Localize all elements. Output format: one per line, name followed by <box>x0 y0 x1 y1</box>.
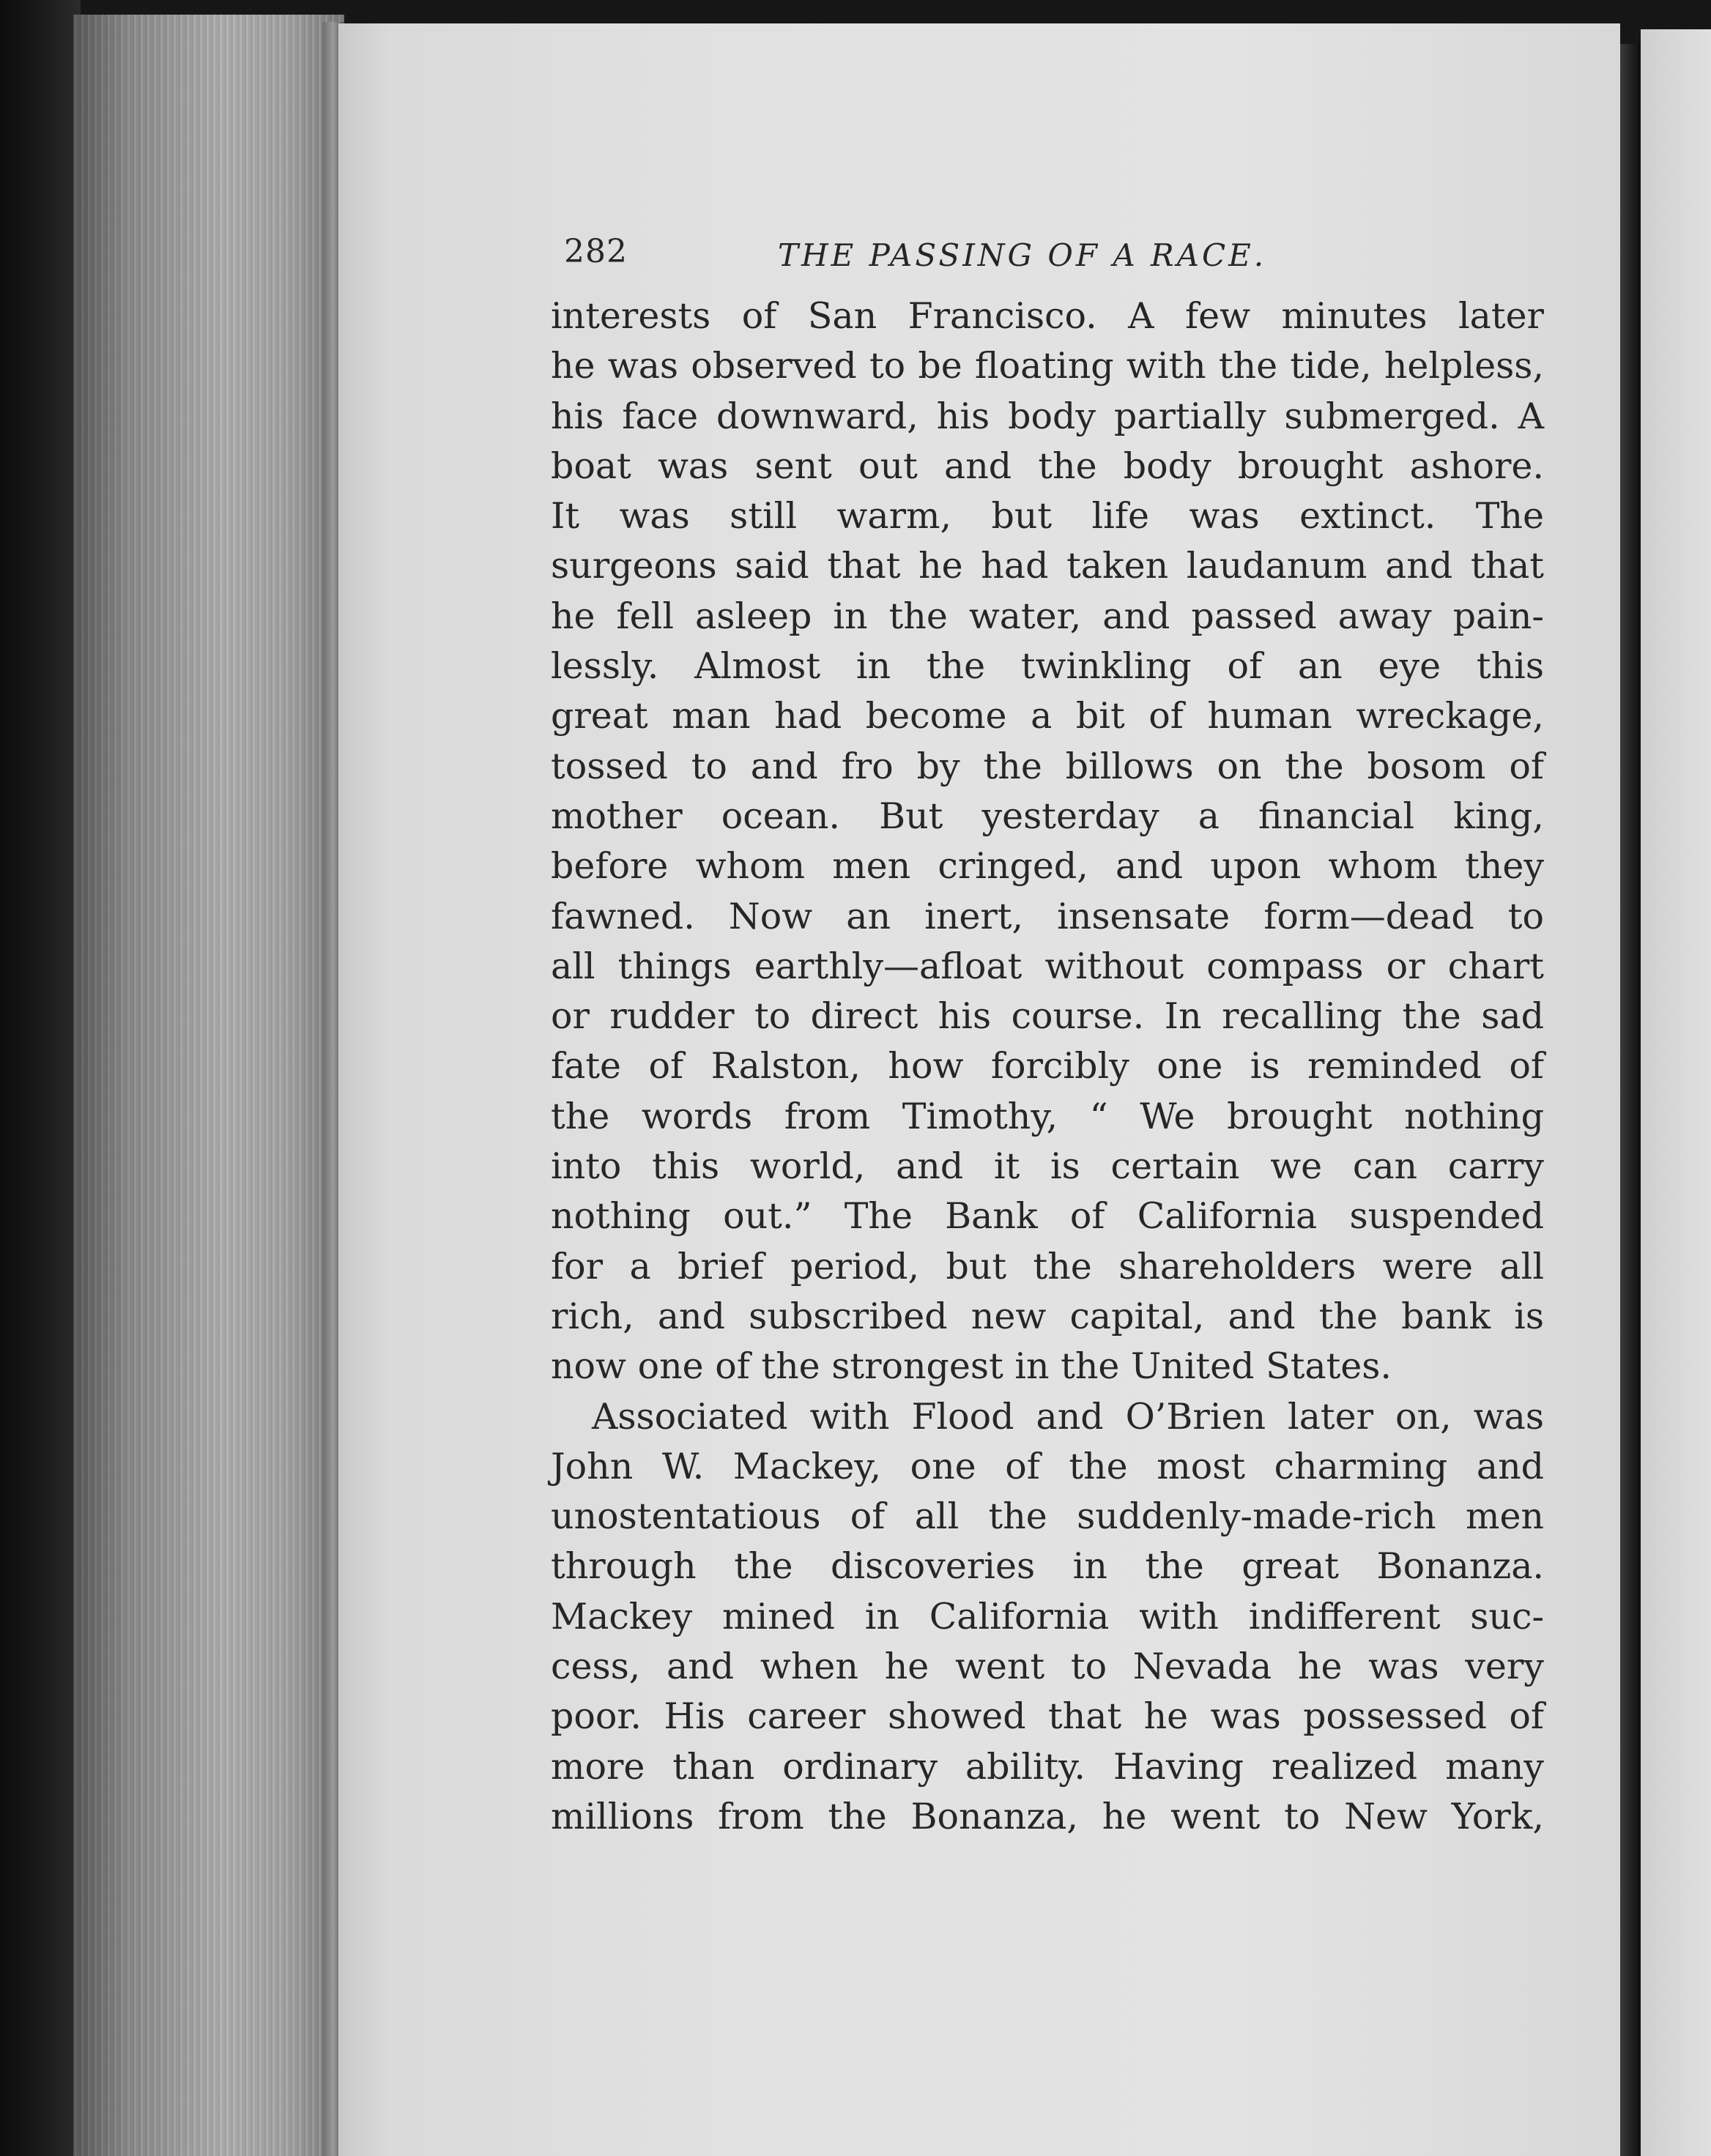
facing-page-edge <box>1641 29 1711 2156</box>
text-line: fate of Ralston, how forcibly one is reminded of <box>551 1045 1544 1088</box>
text-line: he was observed to be floating with the tide, helpless, <box>551 345 1544 387</box>
spine-shadow <box>1620 44 1641 2156</box>
text-line: or rudder to direct his course. In recalling the sad <box>551 995 1544 1038</box>
text-line: rich, and subscribed new capital, and the bank is <box>551 1295 1544 1337</box>
running-head <box>551 233 1544 291</box>
text-line: interests of San Francisco. A few minutes later <box>551 295 1544 337</box>
text-line: Mackey mined in California with indifferent suc- <box>551 1595 1544 1638</box>
page-text <box>551 233 1544 1842</box>
page-edges-stack <box>73 15 344 2156</box>
text-line: lessly. Almost in the twinkling of an eye this <box>551 645 1544 688</box>
text-line: nothing out.” The Bank of California suspended <box>551 1195 1544 1238</box>
text-line: millions from the Bonanza, he went to New York, <box>551 1795 1544 1837</box>
page-number: 282 <box>564 233 628 270</box>
paragraph-start-line: Associated with Flood and O’Brien later on, was <box>592 1395 1544 1438</box>
text-line: for a brief period, but the shareholders were all <box>551 1245 1544 1287</box>
text-line: more than ordinary ability. Having realized many <box>551 1745 1544 1788</box>
text-line: all things earthly—afloat without compass or chart <box>551 945 1544 987</box>
text-line: poor. His career showed that he was possessed of <box>551 1695 1544 1738</box>
text-line: his face downward, his body partially submerged. A <box>551 395 1544 437</box>
text-line: he fell asleep in the water, and passed away pain- <box>551 595 1544 637</box>
text-line: It was still warm, but life was extinct. The <box>551 495 1544 538</box>
text-line: fawned. Now an inert, insensate form—dead to <box>551 895 1544 937</box>
text-line: boat was sent out and the body brought ashore. <box>551 445 1544 487</box>
text-line: mother ocean. But yesterday a financial king, <box>551 795 1544 837</box>
text-line: through the discoveries in the great Bonanza. <box>551 1545 1544 1588</box>
paragraph-end-line: now one of the strongest in the United States. <box>551 1345 1392 1388</box>
running-title: THE PASSING OF A RACE. <box>778 237 1267 273</box>
text-line: tossed to and fro by the billows on the bosom of <box>551 745 1544 787</box>
text-line: the words from Timothy, “ We brought nothing <box>551 1095 1544 1137</box>
text-line: surgeons said that he had taken laudanum and that <box>551 545 1544 587</box>
text-line: unostentatious of all the suddenly-made-rich men <box>551 1495 1544 1538</box>
text-line: before whom men cringed, and upon whom they <box>551 845 1544 888</box>
text-line: cess, and when he went to Nevada he was very <box>551 1646 1544 1688</box>
text-line: John W. Mackey, one of the most charming and <box>551 1445 1544 1487</box>
table-edge <box>0 0 81 2156</box>
text-line: great man had become a bit of human wreckage, <box>551 695 1544 737</box>
text-line: into this world, and it is certain we can carry <box>551 1145 1544 1188</box>
